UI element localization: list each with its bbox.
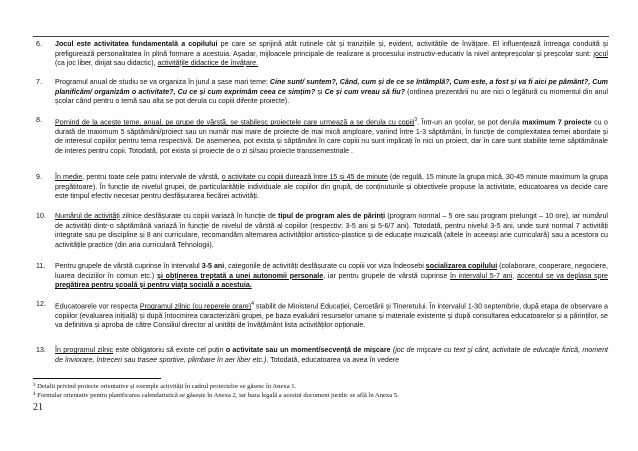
header-rule	[33, 36, 609, 37]
paragraph-8	[36, 116, 608, 156]
footnote-mark: 4	[33, 392, 36, 397]
paragraph-number: 9.	[36, 173, 42, 181]
paragraph-7	[36, 78, 608, 107]
paragraph-number: 8.	[36, 116, 42, 124]
paragraph-13	[36, 346, 608, 365]
text-run: Jocul este activitatea fundamentală a copilului	[55, 40, 218, 48]
text-run: și obținerea treptată a unei autonomii personale	[157, 271, 324, 280]
text-run: , pentru toate cele patru intervale de vârstă,	[82, 173, 222, 181]
text-run: Pornind de la aceste teme, anual, pe grupe de vârstă, se stabilesc proiectele care urmează a se derula cu copiii	[55, 118, 415, 127]
paragraph-text	[55, 346, 608, 365]
text-run: o activitate cu copiii durează între 15 și 45 de minute	[221, 173, 388, 181]
text-run: ,	[512, 271, 517, 280]
text-run: Programul anual de studiu se va organiza în jurul a șase mari teme:	[55, 78, 270, 86]
text-run: Cine sunt/ suntem?, Când, cum și de ce se întâmplă?, Cum este, a fost și va fi aici pe pământ?, Cum planificăm/ organizăm o activitate?, Cu ce și cum exprimăm ceea ce simțim?	[55, 78, 608, 96]
text-run: În programul zilnic	[55, 346, 114, 354]
paragraph-text	[55, 173, 608, 202]
page-number: 21	[33, 402, 43, 413]
text-run: , categoriile de activități desfășurate cu copiii vor viza îndeosebi	[224, 262, 426, 270]
text-run: jocul	[593, 49, 608, 58]
text-run: (program normal – 5 ore sau program prelungit – 10 ore), iar numărul de activități dintr-o săptămână variază în funcție de nivelul de vârstă al copiilor (respectiv: 3-5 ani și 5-6/7 ani). Totodată, pentru nivelul 3-5 ani, unde sunt normal 7 activități integrate sau pe discipline și 8 ani curriculare, recomandăm alternarea activităților artistico-plastice și de educație muzicală (altele în aceeași arie curriculară) sau a acestora cu activitățile practice (din aria curriculară Tehnologii).	[55, 212, 608, 249]
paragraph-number: 7.	[36, 78, 42, 86]
footnote-text: Detalii privind proiecte orientative și exemple activități în cadrul proiectelor se găsesc în Anexa 1.	[35, 383, 297, 390]
text-run: pe care se sprijină atât rutinele cât și tranzițiile și, evident, activitățile de învățare. El influențează întreaga conduită și prefigurează personalitatea în plină formare a acestuia. Așadar, mijloacele principale de realizare a procesului instructiv-educativ la nivel antepreșcolar și preșcolar sunt:	[55, 40, 608, 58]
text-run: stabilit de Ministerul Educației, Cercetării și Tineretului. În intervalul 1-30 septembrie, după etapa de observare a copiilor (evaluarea inițială) și după întocmirea caracterizării grupei, pe baza evaluării resurselor umane și materiale existente și după consultarea educatoarelor și a părinților, se va definitiva și aproba de către Consiliul director al unității de învățământ lista activităților opționale.	[55, 302, 608, 330]
text-run: și	[315, 87, 325, 96]
footnote-text: Formular orientativ pentru planificarea calendaristică se găsește în Anexa 2, iar baza legală a acestui document juridic se află în Anexa 5.	[35, 392, 399, 399]
paragraph-text	[55, 116, 608, 156]
paragraph-text	[55, 262, 608, 291]
text-run: Pentru grupele de vârstă cuprinse în intervalul	[55, 262, 202, 270]
text-run: este obligatoriu să existe cel puțin	[113, 346, 226, 354]
text-run: (ordinea prezentării nu are nici o legătură cu momentul din anul școlar când pentru o temă sau alta se pot derula cu copiii diferite proiecte).	[55, 87, 608, 105]
paragraph-number: 6.	[36, 40, 42, 48]
text-run: pregătirea pentru școală și pentru viața socială a acestuia.	[55, 281, 252, 289]
text-run: (de regulă, 15 minute la grupa mică, 30-45 minute maximum la grupa pregătitoare). În funcție de nivelul grupei, de particularitățile individuale ale copiilor din grupă, de conținuturile și obiectivele propuse la activitate, educatoarea va decide care este timpul efectiv necesar pentru desfășurarea fiecărei activități.	[55, 173, 608, 200]
paragraph-text	[55, 212, 608, 250]
text-run: . Totodată, educatoarea va avea în vedere	[266, 355, 400, 364]
text-run: Educatoarele vor respecta	[55, 302, 140, 311]
footnote-separator	[33, 378, 161, 379]
text-run: 3-5 ani	[201, 262, 225, 270]
text-run: În medie	[55, 173, 83, 181]
paragraph-text	[55, 40, 608, 69]
paragraph-number: 10.	[36, 212, 46, 220]
paragraph-6	[36, 40, 608, 69]
text-run: cu o durată de maximum 5 săptămâni/proiect sau un număr mai mare de proiecte de mai mică amploare, variind între 1-3 săptămâni, în funcție de complexitatea temei abordate și de interesul copiilor pentru tema respectivă. De asemenea, pot exista și săptămâni în care copiii nu sunt implicați în nici un proiect, dar în care sunt stabilite teme săptămânale de interes pentru copii. Totodată, pot exista și proiecte de o zi și/sau proiecte transsemestriale .	[55, 118, 608, 155]
footnote-4	[33, 391, 593, 400]
text-run: zilnice desfășurate cu copiii variază în funcție de	[119, 212, 279, 220]
text-run: , iar pentru grupele de vârstă cuprinse	[323, 271, 451, 280]
text-run: accentul se va deplasa spre	[516, 271, 608, 280]
text-run: (colaborare, cooperare, negociere, luarea deciziilor în comun etc.)	[55, 262, 608, 280]
text-run: socializarea copilului	[425, 262, 498, 270]
text-run: maximum 7 proiecte	[522, 118, 592, 127]
paragraph-10	[36, 212, 608, 250]
paragraph-12	[36, 300, 608, 331]
paragraph-text	[55, 300, 608, 331]
text-run: în intervalul 5-7 ani	[450, 271, 513, 280]
text-run: o activitate sau un moment/secvență de mișcare	[225, 346, 391, 354]
footnote-3	[33, 382, 593, 391]
text-run: (joc de mișcare cu text și cânt, activitate de educație fizică, moment de înviorare, întreceri sau trasee sportive, plimbare în aer liber etc.)	[55, 346, 608, 364]
text-run: . Într-un an școlar, se pot derula	[417, 118, 523, 127]
paragraph-9	[36, 173, 608, 202]
paragraph-text	[55, 78, 608, 107]
text-run: Numărul de activități	[55, 212, 120, 220]
paragraph-number: 12.	[36, 300, 46, 308]
text-run: 4	[251, 301, 254, 307]
text-run: Programul zilnic (cu reperele orare)	[139, 302, 252, 311]
paragraph-number: 11.	[36, 262, 46, 270]
text-run: 3	[414, 117, 418, 123]
text-run: activitățile didactice de învățare.	[157, 59, 259, 67]
text-run: tipul de program ales de părinți	[278, 212, 386, 220]
paragraph-number: 13.	[36, 346, 46, 354]
paragraph-11	[36, 262, 608, 291]
text-run: (ca joc liber, dirijat sau didactic),	[55, 59, 158, 67]
text-run: Ce și cum vreau să fiu?	[324, 87, 405, 96]
footnote-mark: 3	[33, 383, 36, 388]
